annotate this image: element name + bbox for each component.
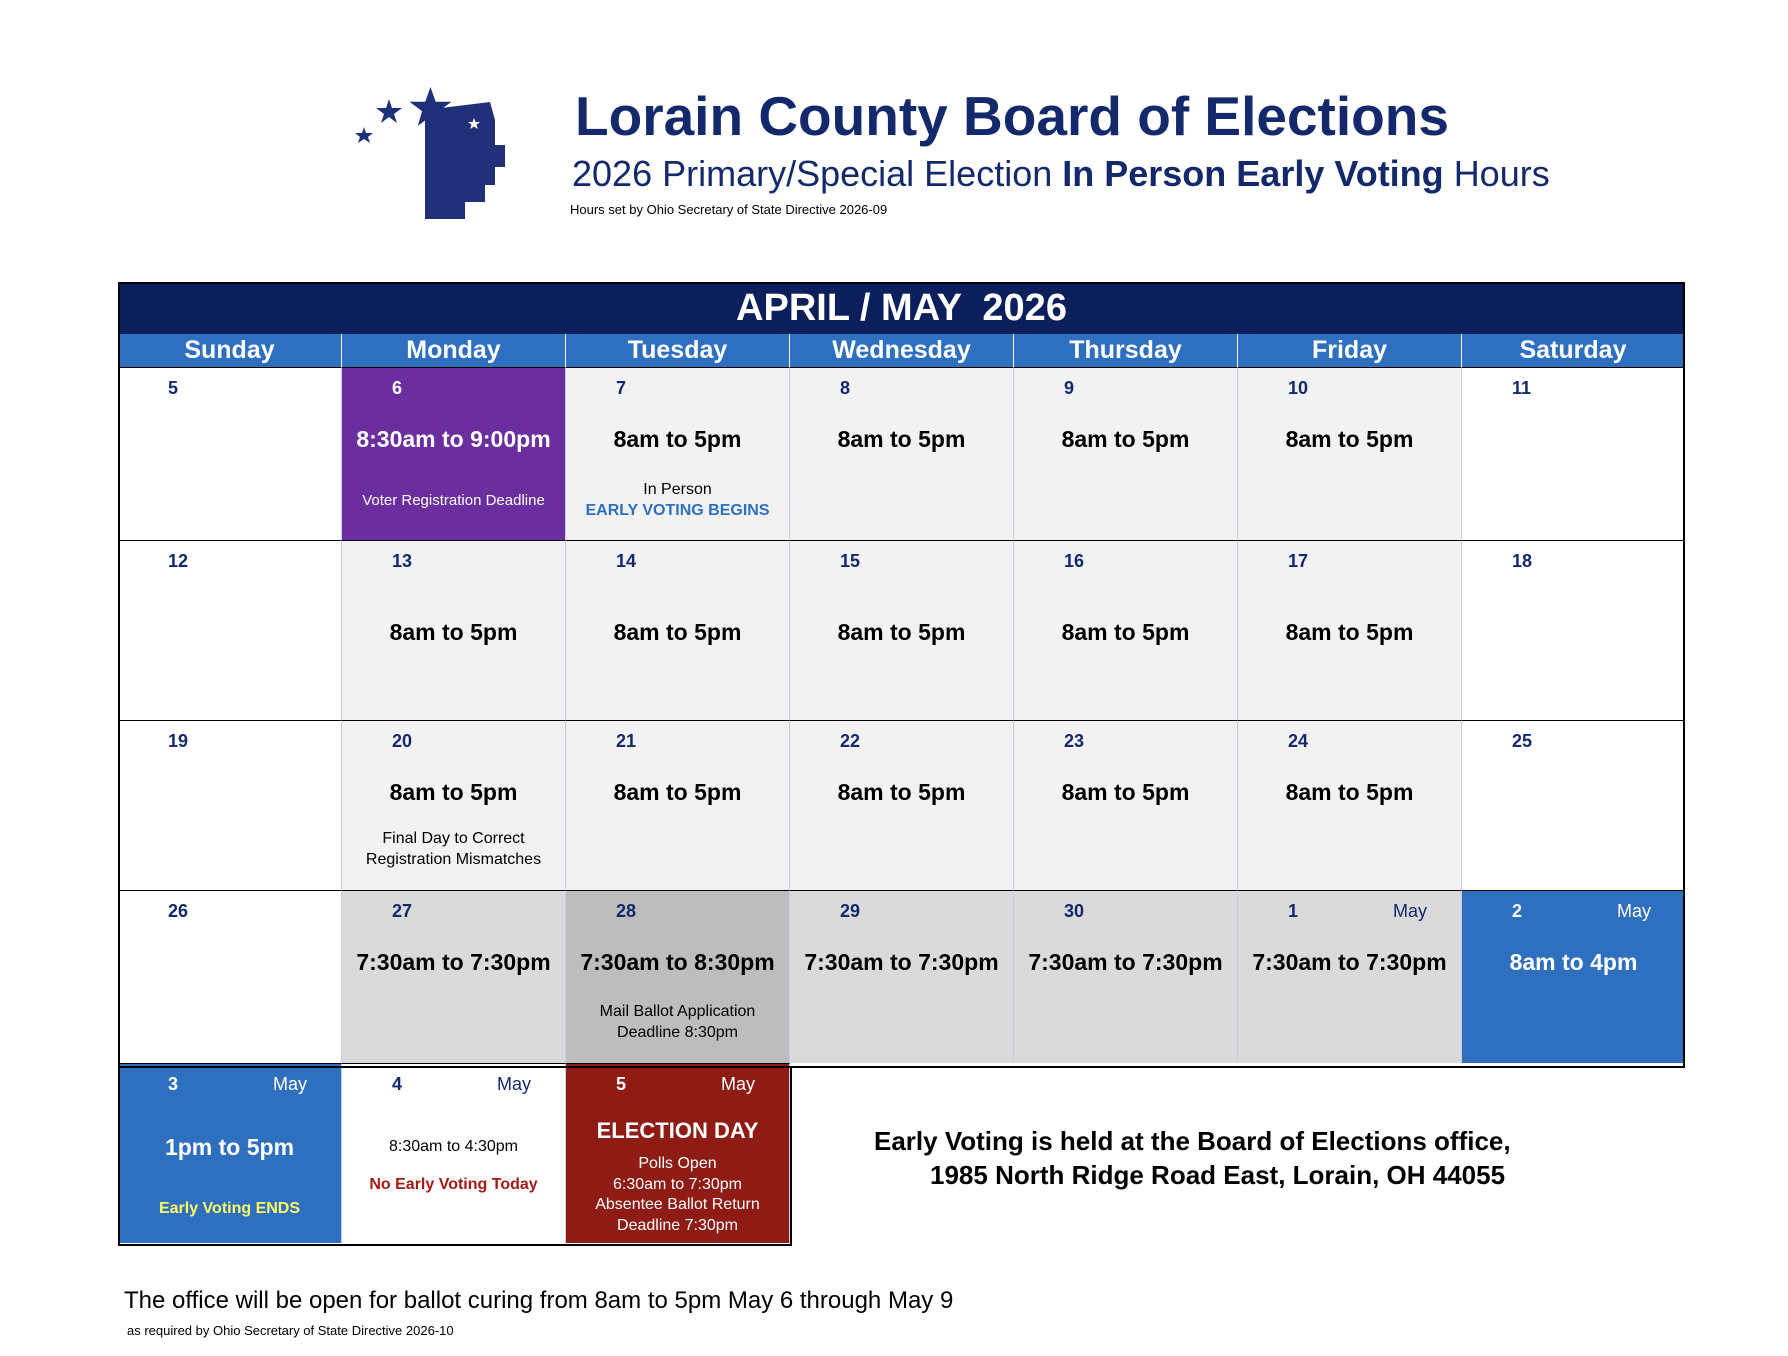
day-cell [566,890,790,1063]
day-number: 22 [840,731,861,751]
day-number: 12 [168,551,189,571]
dow-wednesday: Wednesday [790,334,1014,367]
day-hours: 8am to 5pm [1285,619,1414,645]
day-number: 10 [1288,378,1309,398]
page-subtitle: 2026 Primary/Special Election In Person Early Voting Hours [572,153,1550,194]
day-hours: 8am to 5pm [837,426,966,452]
day-number: 13 [392,551,413,571]
location-line-1: Early Voting is held at the Board of Elections office, [874,1126,1511,1156]
day-cell [1238,367,1462,540]
day-cell [790,890,1014,1063]
month-label: May [1617,901,1652,921]
day-hours: 8am to 5pm [1285,426,1414,452]
day-number: 5 [168,378,179,398]
day-number: 26 [168,901,189,921]
day-cell [1462,540,1685,720]
day-hours: 8am to 4pm [1509,949,1638,975]
day-number: 8 [840,378,851,398]
month-label: May [273,1074,308,1094]
day-hours: 7:30am to 7:30pm [356,949,551,975]
day-note: Mail Ballot Application [599,1003,756,1020]
day-hours: 7:30am to 7:30pm [804,949,999,975]
day-hours: 8am to 5pm [1061,779,1190,805]
dow-saturday: Saturday [1462,334,1685,367]
day-cell [1462,720,1685,890]
day-cell [1014,540,1238,720]
day-hours: 8am to 5pm [1061,619,1190,645]
early-voting-ends-note: Early Voting ENDS [158,1200,301,1217]
day-cell [1014,890,1238,1063]
month-title: APRIL / MAY 2026 [118,282,1685,334]
day-hours: 8am to 5pm [613,426,742,452]
early-voting-begins-note: EARLY VOTING BEGINS [585,502,770,519]
month-label: May [497,1074,532,1094]
day-note: Deadline 8:30pm [617,1024,738,1041]
day-number: 16 [1064,551,1085,571]
day-cell [566,540,790,720]
dow-thursday: Thursday [1014,334,1238,367]
day-cell [1238,720,1462,890]
day-note: Registration Mismatches [365,851,542,868]
day-cell [342,540,566,720]
day-note: Final Day to Correct [382,830,525,847]
day-cell [566,720,790,890]
day-number: 4 [392,1074,403,1094]
day-hours: 7:30am to 8:30pm [580,949,775,975]
day-cell [118,890,342,1063]
dow-friday: Friday [1238,334,1462,367]
day-cell [342,1063,566,1243]
day-number: 5 [616,1074,627,1094]
day-cell [790,540,1014,720]
day-number: 21 [616,731,637,751]
day-hours: 8am to 5pm [389,779,518,805]
day-note: 6:30am to 7:30pm [613,1176,742,1193]
day-cell [1238,540,1462,720]
day-number: 15 [840,551,861,571]
day-number: 1 [1288,901,1299,921]
day-number: 27 [392,901,413,921]
day-cell [342,367,566,540]
day-number: 7 [616,378,627,398]
day-number: 3 [168,1074,179,1094]
day-cell [342,890,566,1063]
day-number: 2 [1512,901,1523,921]
day-number: 29 [840,901,861,921]
day-cell [566,367,790,540]
day-hours: 8am to 5pm [613,779,742,805]
directive-footnote: as required by Ohio Secretary of State Directive 2026-10 [127,1323,454,1338]
day-note: In Person [643,481,712,498]
day-number: 25 [1512,731,1533,751]
day-cell [118,720,342,890]
day-number: 14 [616,551,637,571]
day-note: Voter Registration Deadline [362,492,545,509]
day-number: 30 [1064,901,1085,921]
day-number: 20 [392,731,413,751]
day-note: Polls Open [638,1155,717,1172]
day-hours: 8:30am to 9:00pm [356,426,551,452]
day-number: 19 [168,731,189,751]
day-number: 11 [1512,378,1532,398]
dow-monday: Monday [342,334,566,367]
ballot-curing-note: The office will be open for ballot curing from 8am to 5pm May 6 through May 9 [124,1287,954,1314]
dow-sunday: Sunday [118,334,342,367]
directive-note: Hours set by Ohio Secretary of State Directive 2026-09 [570,202,888,217]
day-number: 24 [1288,731,1309,751]
day-cell [790,720,1014,890]
election-day-label: ELECTION DAY [596,1118,759,1143]
day-hours: 7:30am to 7:30pm [1028,949,1223,975]
day-hours: 8am to 5pm [837,619,966,645]
day-number: 28 [616,901,637,921]
day-cell [118,540,342,720]
day-cell [1462,367,1685,540]
day-cell [118,1063,342,1243]
day-hours: 8am to 5pm [1285,779,1414,805]
day-hours: 8am to 5pm [389,619,518,645]
day-hours: 7:30am to 7:30pm [1252,949,1447,975]
board-logo-icon [345,82,520,222]
day-hours: 1pm to 5pm [164,1134,295,1160]
day-hours: 8:30am to 4:30pm [389,1138,518,1155]
month-label: May [1393,901,1428,921]
day-hours: 8am to 5pm [613,619,742,645]
day-cell [790,367,1014,540]
day-note: Deadline 7:30pm [617,1217,738,1234]
dow-tuesday: Tuesday [566,334,790,367]
day-number: 23 [1064,731,1085,751]
day-cell [118,367,342,540]
day-number: 6 [392,378,403,398]
no-early-voting-note: No Early Voting Today [369,1176,538,1193]
day-cell [1014,720,1238,890]
month-label: May [721,1074,756,1094]
day-cell [1238,890,1462,1063]
day-note: Absentee Ballot Return [595,1196,760,1213]
day-cell [1462,890,1685,1063]
page-title: Lorain County Board of Elections [575,85,1449,147]
day-cell [342,720,566,890]
location-line-2: 1985 North Ridge Road East, Lorain, OH 44055 [930,1160,1506,1190]
day-cell [566,1063,790,1243]
day-number: 18 [1512,551,1533,571]
day-number: 17 [1288,551,1309,571]
location-info [874,1124,1511,1192]
day-hours: 8am to 5pm [837,779,966,805]
day-number: 9 [1064,378,1075,398]
day-cell [1014,367,1238,540]
day-hours: 8am to 5pm [1061,426,1190,452]
